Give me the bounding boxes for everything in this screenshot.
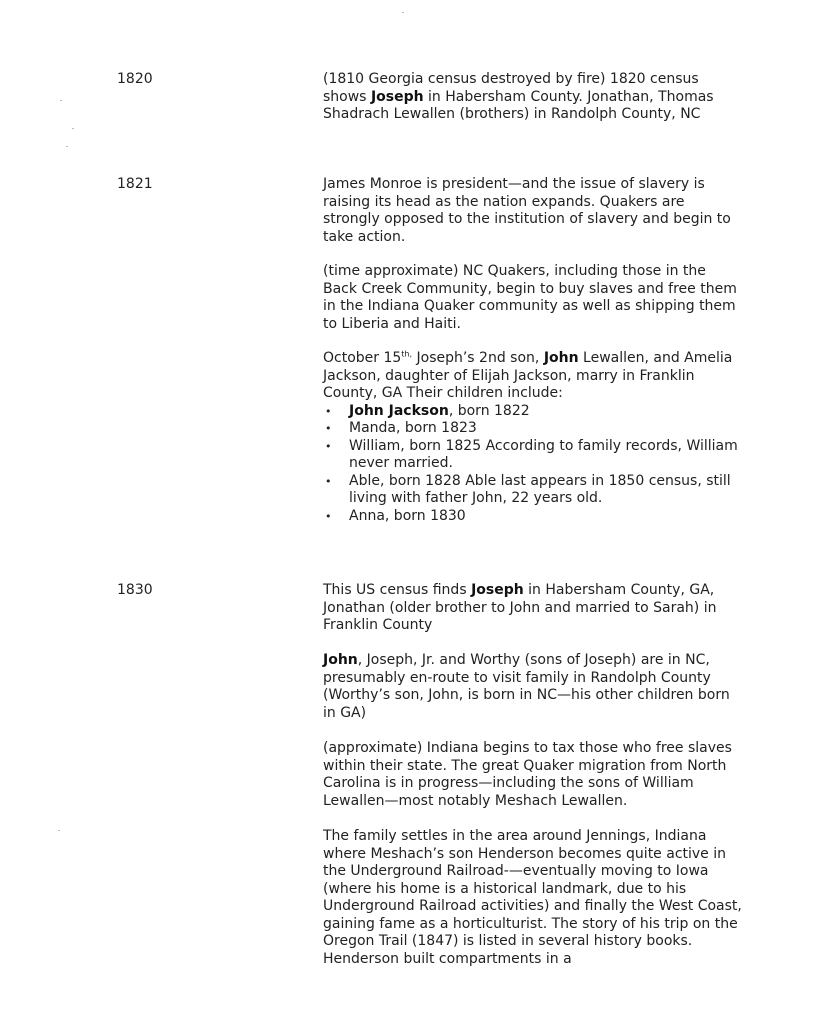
paragraph: (1810 Georgia census destroyed by fire) 1820 census shows Joseph in Habersham County. Jonathan, Thomas Shadrach Lewallen (brothers) in Randolph County, NC: [323, 71, 714, 122]
list-item: • Manda, born 1823: [323, 420, 743, 438]
entry-1821-quakers: [323, 263, 743, 333]
year-label: 1821: [117, 176, 153, 192]
entry-1820: [323, 71, 743, 124]
scan-speck: [402, 12, 404, 13]
paragraph: This US census finds Joseph in Habersham County, GA, Jonathan (older brother to John and married to Sarah) in Franklin County: [323, 582, 717, 633]
paragraph: The family settles in the area around Jennings, Indiana where Meshach’s son Henderson becomes quite active in the Underground Railroad-—eventually moving to Iowa (where his home is a historical landmark, due to his Underground Railroad activities) and finally the West Coast, gaining fame as a horticulturist. The story of his trip on the Oregon Trail (1847) is listed in several history books. Henderson built compartments in a: [323, 828, 742, 967]
entry-1821: [323, 176, 743, 246]
entry-1830-henderson: [323, 828, 743, 968]
children-list: [323, 403, 743, 526]
year-label: 1820: [117, 71, 153, 87]
paragraph: James Monroe is president—and the issue of slavery is raising its head as the nation expands. Quakers are strongly opposed to the institution of slavery and begin to take action.: [323, 176, 731, 245]
list-item: • John Jackson, born 1822: [323, 403, 743, 421]
scan-speck: [60, 100, 62, 101]
entry-1830-indiana: [323, 740, 743, 810]
scan-speck: [66, 146, 68, 147]
list-item: • Anna, born 1830: [323, 508, 743, 526]
list-item: • Able, born 1828 Able last appears in 1850 census, still living with father John, 22 years old.: [323, 473, 743, 508]
entry-1821-marriage: [323, 350, 743, 525]
paragraph: John, Joseph, Jr. and Worthy (sons of Joseph) are in NC, presumably en-route to visit family in Randolph County (Worthy’s son, John, is born in NC—his other children born in GA): [323, 652, 730, 721]
scan-speck: [72, 128, 74, 129]
entry-1830: [323, 582, 743, 635]
year-label: 1830: [117, 582, 153, 598]
list-item: • William, born 1825 According to family records, William never married.: [323, 438, 743, 473]
entry-1830-sons: [323, 652, 743, 722]
paragraph: (time approximate) NC Quakers, including those in the Back Creek Community, begin to buy slaves and free them in the Indiana Quaker community as well as shipping them to Liberia and Haiti.: [323, 263, 737, 332]
paragraph: October $15^{th,}$ Joseph’s 2nd son, John Lewallen, and Amelia Jackson, daughter of Elijah Jackson, marry in Franklin County, GA Their children include:: [323, 349, 733, 401]
paragraph: (approximate) Indiana begins to tax those who free slaves within their state. The great Quaker migration from North Carolina is in progress—including the sons of William Lewallen—most notably Meshach Lewallen.: [323, 740, 732, 809]
scan-speck: [58, 830, 60, 831]
